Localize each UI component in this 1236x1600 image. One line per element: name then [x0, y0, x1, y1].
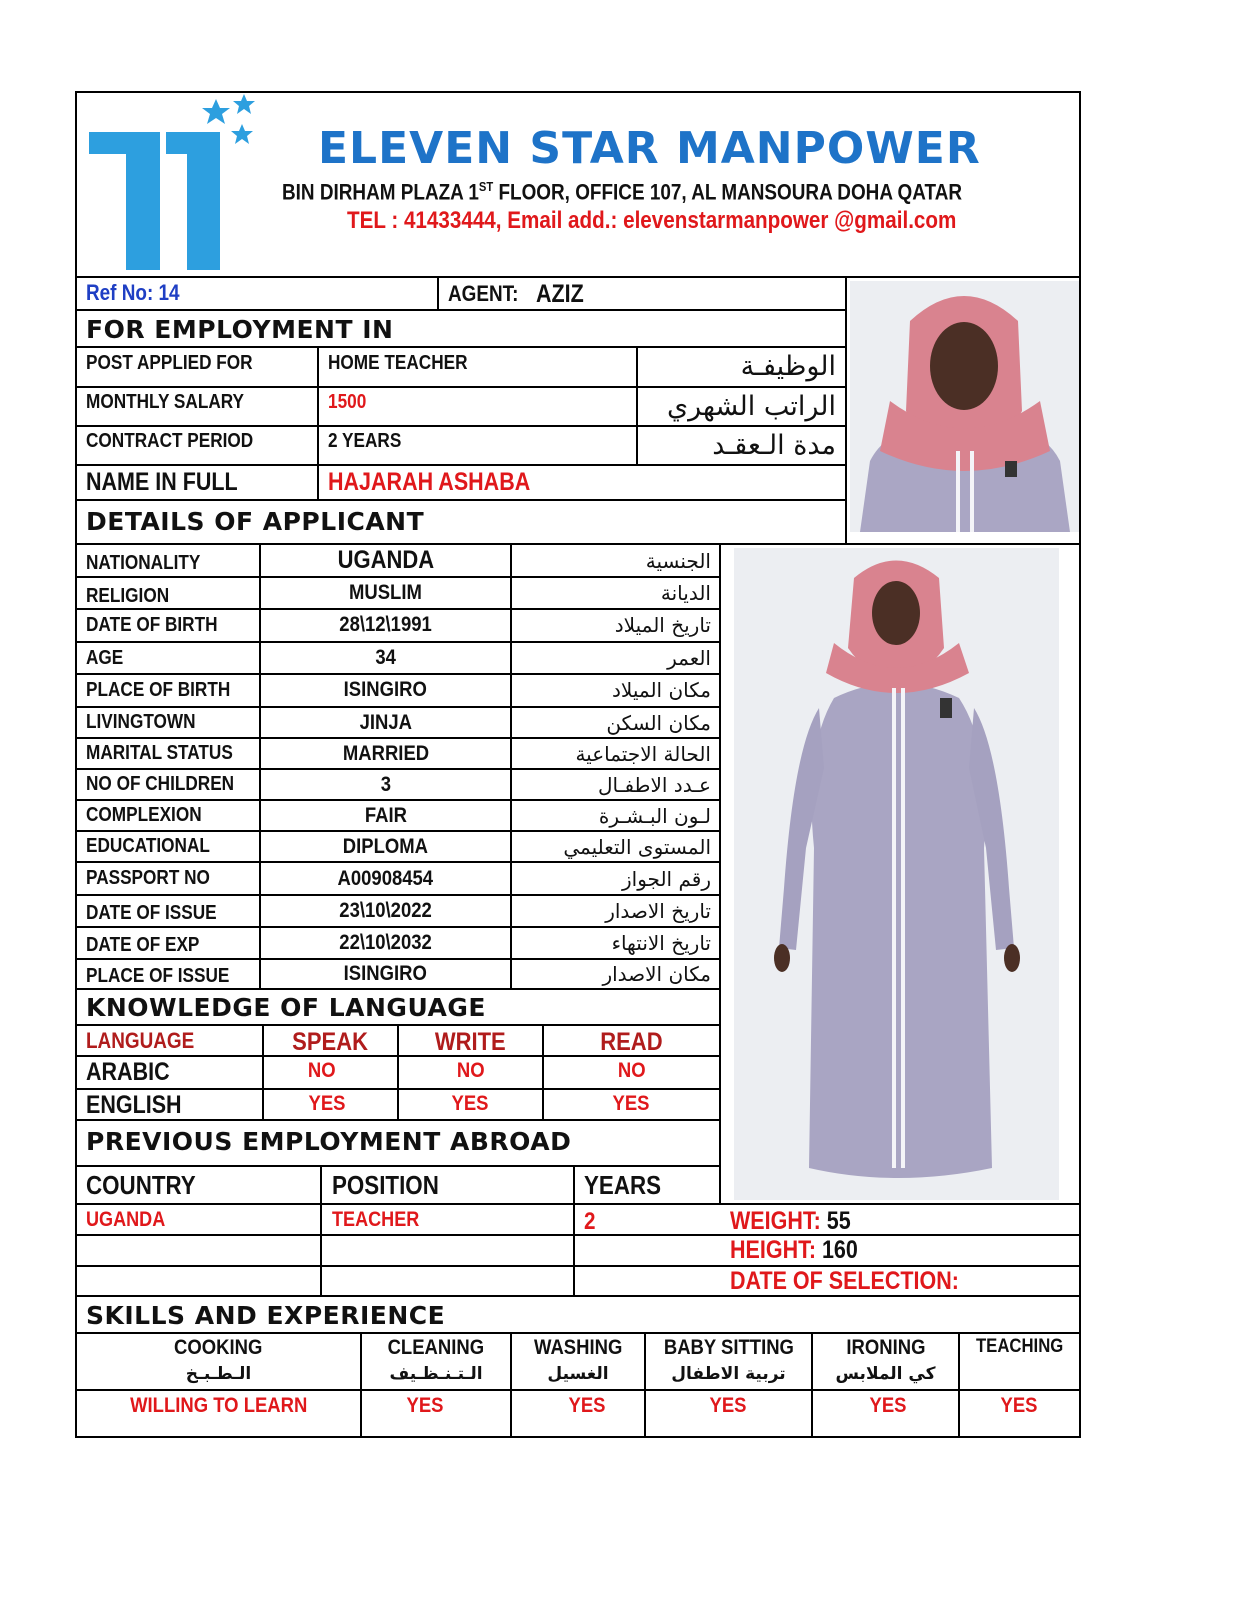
previous-header-years: YEARS: [584, 1169, 662, 1200]
date-of-issue-arabic: تاريخ الاصدار: [605, 899, 711, 923]
language-english-name: ENGLISH: [86, 1091, 182, 1119]
skill-washing-value: YES: [568, 1394, 606, 1417]
place-of-issue-label: PLACE OF ISSUE: [86, 964, 230, 987]
skill-ironing-value: YES: [869, 1394, 907, 1417]
educational-arabic: المستوى التعليمي: [563, 834, 711, 859]
previous-row-position: TEACHER: [332, 1207, 420, 1231]
skill-cooking-name: COOKING: [174, 1336, 263, 1359]
place-of-issue-value: ISINGIRO: [343, 962, 428, 985]
nationality-label: NATIONALITY: [86, 552, 201, 574]
previous-header-position: POSITION: [332, 1169, 439, 1200]
passport-no-label: PASSPORT NO: [86, 867, 210, 889]
complexion-arabic: لـون البـشـرة: [598, 803, 711, 828]
contract-period-label: CONTRACT PERIOD: [86, 429, 254, 452]
skill-cooking-value: WILLING TO LEARN: [129, 1394, 308, 1417]
date-of-exp-arabic: تاريخ الانتهاء: [611, 931, 711, 955]
religion-label: RELIGION: [86, 584, 170, 607]
post-applied-label: POST APPLIED FOR: [86, 351, 253, 374]
date-of-issue-label: DATE OF ISSUE: [86, 901, 217, 924]
language-arabic-speak: NO: [308, 1059, 336, 1082]
date-of-birth-value: 28\12\1991: [339, 613, 432, 636]
section-title-details: DETAILS OF APPLICANT: [86, 506, 425, 536]
language-english-write: YES: [452, 1092, 489, 1115]
contract-period-value: 2 YEARS: [328, 429, 402, 452]
no-of-children-value: 3: [380, 772, 391, 796]
weight: WEIGHT: 55: [730, 1206, 851, 1234]
date-of-exp-label: DATE OF EXP: [86, 933, 200, 956]
language-english-read: YES: [613, 1092, 650, 1115]
skill-cleaning-arabic: الـتـنـظـيف: [389, 1364, 483, 1384]
applicant-full-body-photo: [734, 548, 1059, 1200]
date-of-birth-label: DATE OF BIRTH: [86, 613, 218, 636]
place-of-birth-arabic: مكان الميلاد: [612, 678, 711, 702]
skill-teaching-value: YES: [1001, 1394, 1038, 1417]
no-of-children-label: NO OF CHILDREN: [86, 773, 235, 795]
passport-no-arabic: رقم الجواز: [622, 866, 711, 891]
nationality-value: UGANDA: [337, 546, 434, 574]
skill-ironing-arabic: كي الملابس: [835, 1364, 936, 1384]
language-english-speak: YES: [308, 1092, 346, 1115]
section-title-previous: PREVIOUS EMPLOYMENT ABROAD: [86, 1126, 572, 1156]
educational-value: DIPLOMA: [342, 834, 429, 858]
livingtown-arabic: مكان السكن: [606, 710, 711, 735]
section-title-employment: FOR EMPLOYMENT IN: [86, 314, 394, 344]
previous-row-years: 2: [584, 1207, 596, 1234]
date-of-issue-value: 23\10\2022: [339, 899, 432, 922]
no-of-children-arabic: عـدد الاطفـال: [597, 772, 711, 797]
marital-status-label: MARITAL STATUS: [86, 742, 233, 764]
section-title-skills: SKILLS AND EXPERIENCE: [86, 1300, 446, 1330]
company-name: ELEVEN STAR MANPOWER: [318, 122, 981, 174]
skill-cooking-arabic: الـطـبـخ: [185, 1364, 252, 1384]
language-header-write: WRITE: [435, 1027, 506, 1056]
section-title-language: KNOWLEDGE OF LANGUAGE: [86, 992, 486, 1022]
monthly-salary-arabic: الراتب الشهري: [666, 390, 836, 422]
monthly-salary-label: MONTHLY SALARY: [86, 390, 245, 413]
post-applied-arabic: الوظيفـة: [740, 350, 836, 382]
skill-washing-name: WASHING: [533, 1336, 623, 1359]
company-contact: TEL : 41433444, Email add.: elevenstarmanpower @gmail.com: [347, 207, 957, 234]
previous-row-country: UGANDA: [86, 1207, 166, 1231]
language-arabic-name: ARABIC: [86, 1058, 170, 1086]
skill-washing-arabic: الغسيل: [547, 1364, 609, 1384]
language-arabic-read: NO: [617, 1059, 646, 1082]
post-applied-value: HOME TEACHER: [328, 351, 468, 374]
age-arabic: العمر: [667, 646, 711, 670]
religion-arabic: الديانة: [660, 581, 711, 605]
religion-value: MUSLIM: [349, 581, 422, 604]
name-in-full-value: HAJARAH ASHABA: [328, 468, 531, 496]
livingtown-label: LIVINGTOWN: [86, 711, 196, 733]
skill-cleaning-value: YES: [406, 1394, 444, 1417]
place-of-issue-arabic: مكان الاصدار: [602, 962, 711, 986]
complexion-value: FAIR: [364, 803, 407, 827]
skill-cleaning-name: CLEANING: [387, 1336, 485, 1359]
company-address: BIN DIRHAM PLAZA 1ST FLOOR, OFFICE 107, AL MANSOURA DOHA QATAR: [282, 178, 963, 205]
monthly-salary-value: 1500: [328, 390, 367, 413]
skill-teaching-name: TEACHING: [975, 1336, 1064, 1357]
date-of-exp-value: 22\10\2032: [339, 931, 432, 954]
previous-header-country: COUNTRY: [86, 1169, 196, 1200]
skill-baby-sitting-value: YES: [710, 1394, 747, 1417]
marital-status-arabic: الحالة الاجتماعية: [575, 741, 711, 766]
height: HEIGHT: 160: [730, 1236, 858, 1264]
passport-no-value: A00908454: [337, 866, 434, 890]
place-of-birth-value: ISINGIRO: [343, 678, 428, 701]
skill-baby-sitting-name: BABY SITTING: [663, 1336, 794, 1359]
language-arabic-write: NO: [456, 1059, 485, 1082]
age-label: AGE: [86, 646, 124, 669]
place-of-birth-label: PLACE OF BIRTH: [86, 678, 231, 701]
language-header-language: LANGUAGE: [86, 1027, 195, 1053]
applicant-portrait: [850, 281, 1079, 532]
company-logo: [86, 94, 256, 274]
nationality-arabic: الجنسية: [645, 548, 711, 573]
ref-number: Ref No: 14: [86, 280, 180, 305]
agent-value: AZIZ: [536, 279, 584, 308]
skill-baby-sitting-arabic: تربية الاطفال: [671, 1364, 786, 1384]
livingtown-value: JINJA: [359, 710, 412, 734]
educational-label: EDUCATIONAL: [86, 835, 210, 857]
marital-status-value: MARRIED: [342, 741, 429, 765]
complexion-label: COMPLEXION: [86, 804, 202, 826]
age-value: 34: [375, 646, 396, 669]
date-of-birth-arabic: تاريخ الميلاد: [614, 613, 711, 637]
agent-label: AGENT:: [448, 281, 519, 306]
name-in-full-label: NAME IN FULL: [86, 468, 238, 496]
date-of-selection: DATE OF SELECTION:: [730, 1267, 959, 1295]
language-header-speak: SPEAK: [292, 1027, 369, 1056]
contract-period-arabic: مدة الـعقـد: [712, 429, 836, 461]
skill-ironing-name: IRONING: [845, 1336, 926, 1359]
language-header-read: READ: [600, 1027, 663, 1056]
